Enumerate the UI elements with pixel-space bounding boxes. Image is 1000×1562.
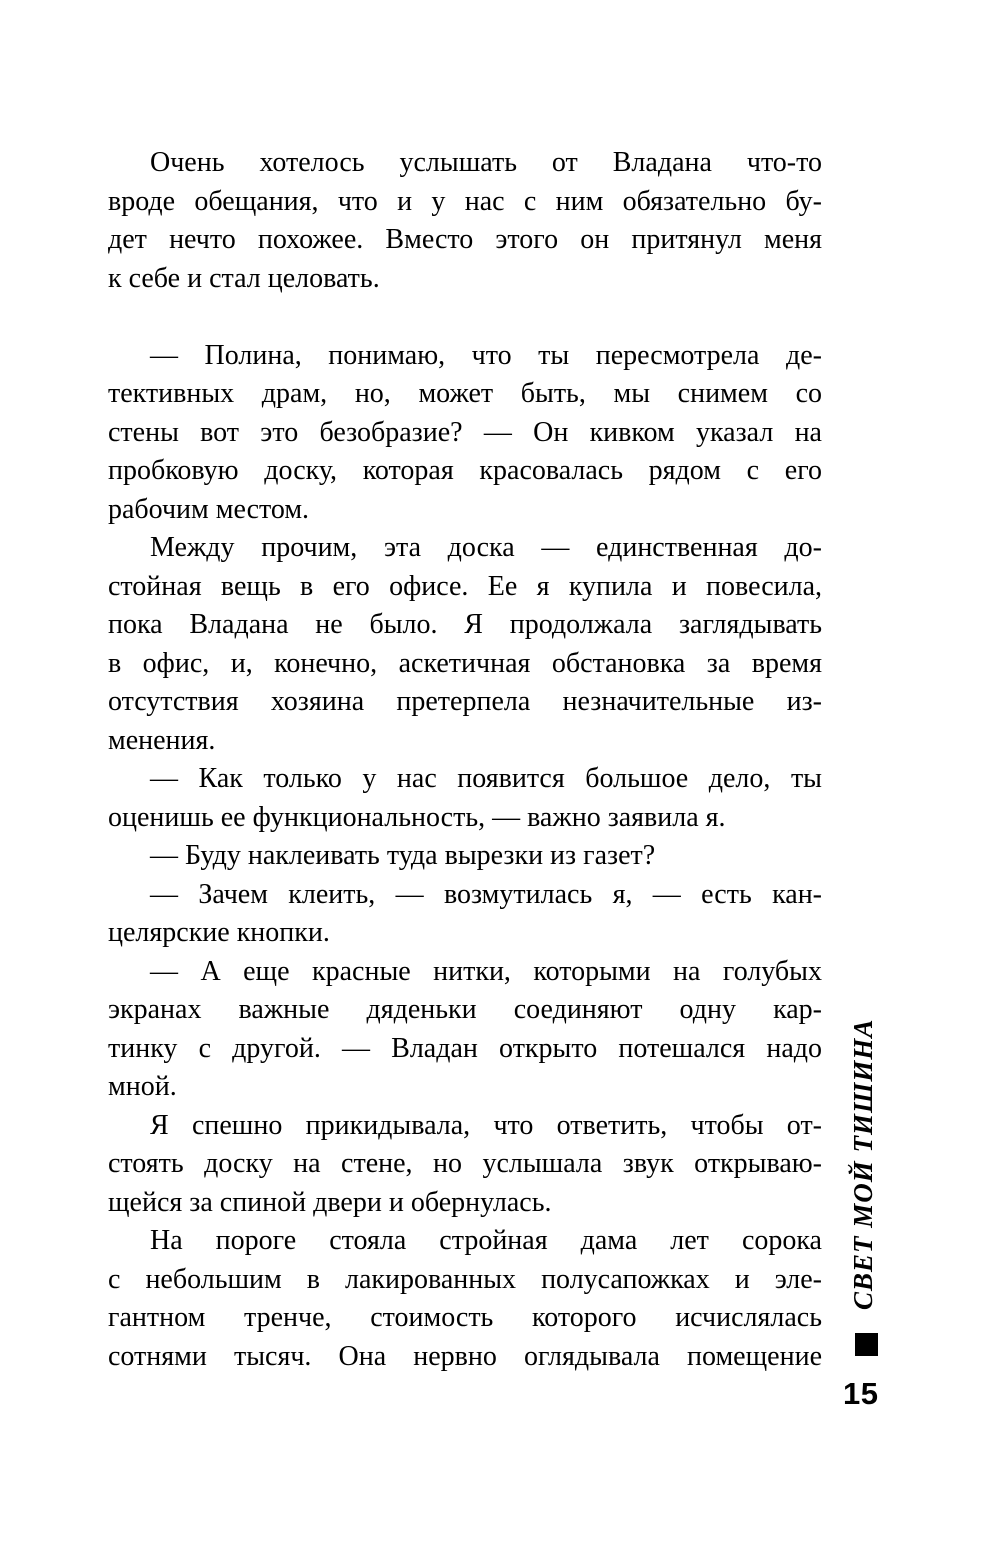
text-line: отсутствия хозяина претерпела незначительные из-	[108, 686, 822, 717]
paragraph	[108, 529, 822, 760]
text-line: оценишь ее функциональность, — важно заявила я.	[108, 801, 726, 833]
text-line: — Как только у нас появится большое дело, ты	[150, 763, 822, 794]
page-number: 15	[843, 1376, 879, 1411]
text-line: с небольшим в лакированных полусапожках и эле-	[108, 1263, 822, 1295]
text-line: стоять доску на стене, но услышала звук открываю-	[108, 1148, 822, 1179]
text-line: пробковую доску, которая красовалась рядом с его	[108, 455, 822, 486]
text-line: Я спешно прикидывала, что ответить, чтобы от-	[150, 1109, 822, 1141]
text-line: тективных драм, но, может быть, мы снимем со	[108, 378, 822, 409]
text-line: — Буду наклеивать туда вырезки из газет?	[150, 840, 656, 871]
text-line: тинку с другой. — Владан открыто потешался надо	[108, 1032, 822, 1064]
body-text	[108, 144, 822, 1376]
paragraph	[108, 837, 822, 876]
paragraph	[108, 876, 822, 953]
running-title-vertical: СВЕТ МОЙ ТИШИНА	[848, 1018, 878, 1310]
text-line: мной.	[108, 1071, 177, 1102]
text-line: щейся за спиной двери и обернулась.	[108, 1186, 552, 1218]
paragraph	[108, 1222, 822, 1376]
text-line: — А еще красные нитки, которыми на голубых	[150, 955, 822, 987]
text-line: Между прочим, эта доска — единственная до-	[150, 532, 822, 563]
paragraph	[108, 760, 822, 837]
text-line: менения.	[108, 724, 216, 756]
text-line: гантном тренче, стоимость которого исчислялась	[108, 1302, 822, 1333]
paragraph	[108, 953, 822, 1107]
text-line: стены вот это безобразие? — Он кивком указал на	[108, 416, 822, 448]
paragraph	[108, 1107, 822, 1223]
text-line: целярские кнопки.	[108, 917, 330, 948]
text-line: — Зачем клеить, — возмутилась я, — есть кан-	[150, 878, 822, 910]
text-line: стойная вещь в его офисе. Ее я купила и повесила,	[108, 570, 822, 602]
paragraph	[108, 144, 822, 298]
text-line: На пороге стояла стройная дама лет сорока	[150, 1225, 822, 1256]
text-line: сотнями тысяч. Она нервно оглядывала помещение	[108, 1340, 822, 1372]
text-line: — Полина, понимаю, что ты пересмотрела де-	[150, 339, 822, 371]
text-line: дет нечто похожее. Вместо этого он притянул меня	[108, 224, 822, 255]
text-line: вроде обещания, что и у нас с ним обязательно бу-	[108, 185, 822, 217]
text-line: к себе и стал целовать.	[108, 262, 380, 294]
text-line: Очень хотелось услышать от Владана что-то	[150, 147, 822, 178]
paragraph	[108, 337, 822, 530]
text-line: экранах важные дяденьки соединяют одну кар-	[108, 994, 822, 1025]
text-line: в офис, и, конечно, аскетичная обстановка за время	[108, 647, 822, 679]
text-line: пока Владана не было. Я продолжала заглядывать	[108, 609, 822, 640]
series-square-marker-icon	[855, 1333, 878, 1356]
text-line: рабочим местом.	[108, 493, 310, 525]
